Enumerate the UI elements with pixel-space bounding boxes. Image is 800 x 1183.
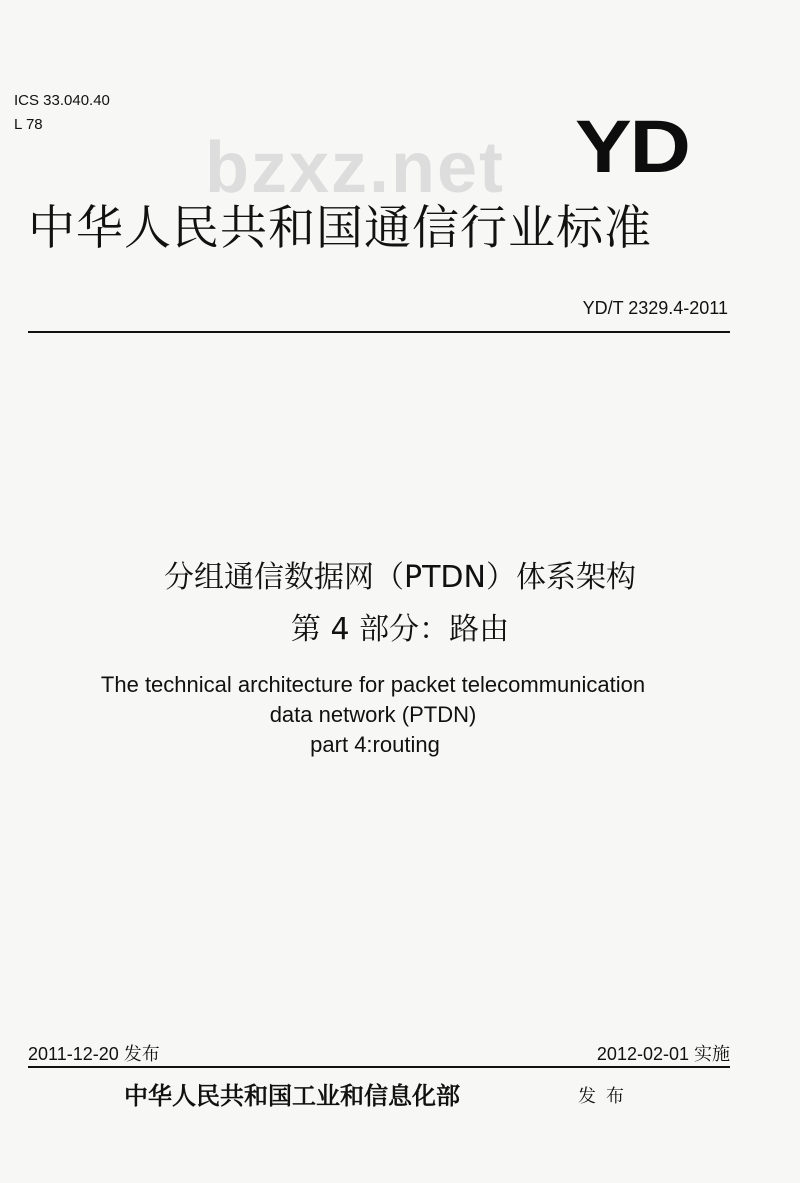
standard-title: 中华人民共和国通信行业标准: [28, 201, 652, 256]
title-cn-line2: 第 4 部分：路由: [290, 612, 510, 647]
title-cn-line1: 分组通信数据网（PTDN）体系架构: [164, 560, 636, 595]
title-en-line2: data network (PTDN): [269, 702, 477, 727]
issuer-action: 发布: [578, 1086, 634, 1107]
yd-logo: YD: [575, 105, 689, 188]
watermark: bzxz.net: [205, 128, 506, 208]
classification-code: L 78: [14, 116, 43, 133]
issuer: 中华人民共和国工业和信息化部: [124, 1081, 460, 1110]
issue-date: 2011-12-20 发布: [28, 1044, 160, 1064]
standard-code: YD/T 2329.4-2011: [582, 298, 728, 318]
implementation-date: 2012-02-01 实施: [596, 1044, 730, 1064]
title-en-line1: The technical architecture for packet telecommunication: [100, 672, 646, 697]
top-divider: [28, 331, 730, 333]
ics-code: ICS 33.040.40: [14, 92, 110, 109]
title-en-line3: part 4:routing: [310, 732, 440, 757]
bottom-divider: [28, 1066, 730, 1068]
